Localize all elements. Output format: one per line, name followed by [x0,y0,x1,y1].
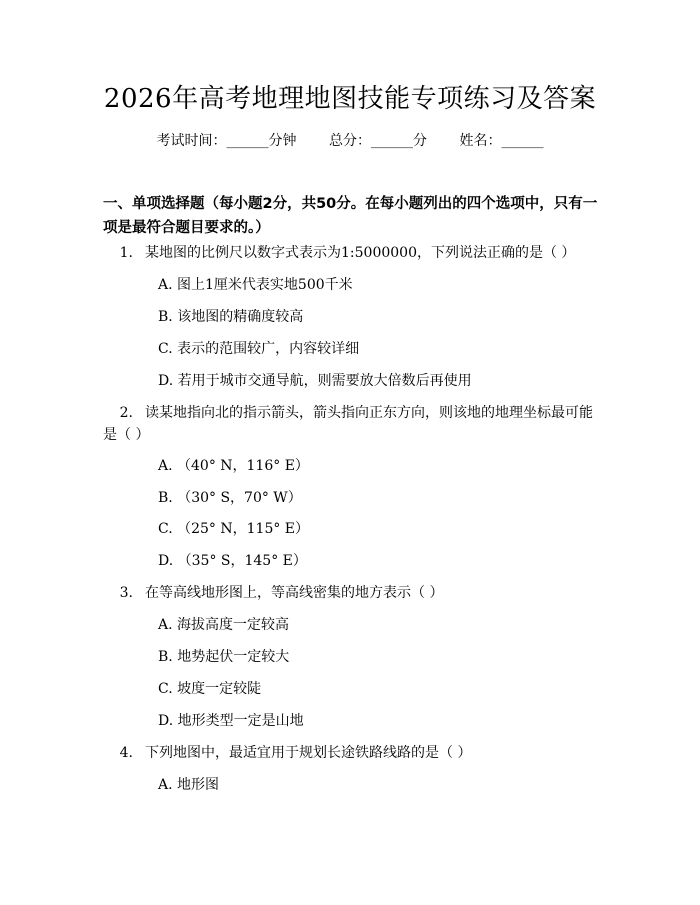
question-number: 1. [119,245,133,261]
question-4 [103,742,603,764]
option-3d: D. 地形类型一定是山地 [158,713,304,729]
page-title: 2026年高考地理地图技能专项练习及答案 [103,84,597,114]
question-text-line2: 是（ ） [103,427,150,443]
question-text: 在等高线地形图上，等高线密集的地方表示（ ） [145,585,444,601]
question-3 [103,582,603,604]
exam-meta [0,131,700,151]
option-3c: C. 坡度一定较陡 [158,681,262,697]
student-name-field: 姓名：______ [459,133,544,149]
question-number: 4. [119,745,133,761]
option-2c: C. （25° N，115° E） [158,521,310,537]
question-text-line1: 读某地指向北的指示箭头，箭头指向正东方向，则该地的地理坐标最可能 [145,405,593,421]
option-3b: B. 地势起伏一定较大 [158,649,290,665]
option-2b: B. （30° S，70° W） [158,490,302,506]
question-text: 某地图的比例尺以数字式表示为1:5000000，下列说法正确的是（ ） [145,245,576,261]
question-2-wrap [103,424,603,446]
option-1a: A. 图上1厘米代表实地500千米 [158,277,353,293]
option-3a: A. 海拔高度一定较高 [158,617,290,633]
exam-time-field: 考试时间：______分钟 [156,133,297,149]
question-2 [103,402,603,424]
question-number: 2. [119,405,133,421]
option-4a: A. 地形图 [158,777,220,793]
section-heading: 一、单项选择题（每小题2分，共50分。在每小题列出的四个选项中，只有一项是最符合题目要求的。） [103,196,598,236]
question-1 [103,242,603,264]
option-1b: B. 该地图的精确度较高 [158,309,304,325]
total-score-field: 总分：______分 [329,133,427,149]
option-2a: A. （40° N，116° E） [158,458,309,474]
option-1d: D. 若用于城市交通导航，则需要放大倍数后再使用 [158,373,472,389]
question-number: 3. [119,585,133,601]
option-1c: C. 表示的范围较广，内容较详细 [158,341,360,357]
question-text: 下列地图中，最适宜用于规划长途铁路线路的是（ ） [145,745,472,761]
option-2d: D. （35° S，145° E） [158,553,307,569]
